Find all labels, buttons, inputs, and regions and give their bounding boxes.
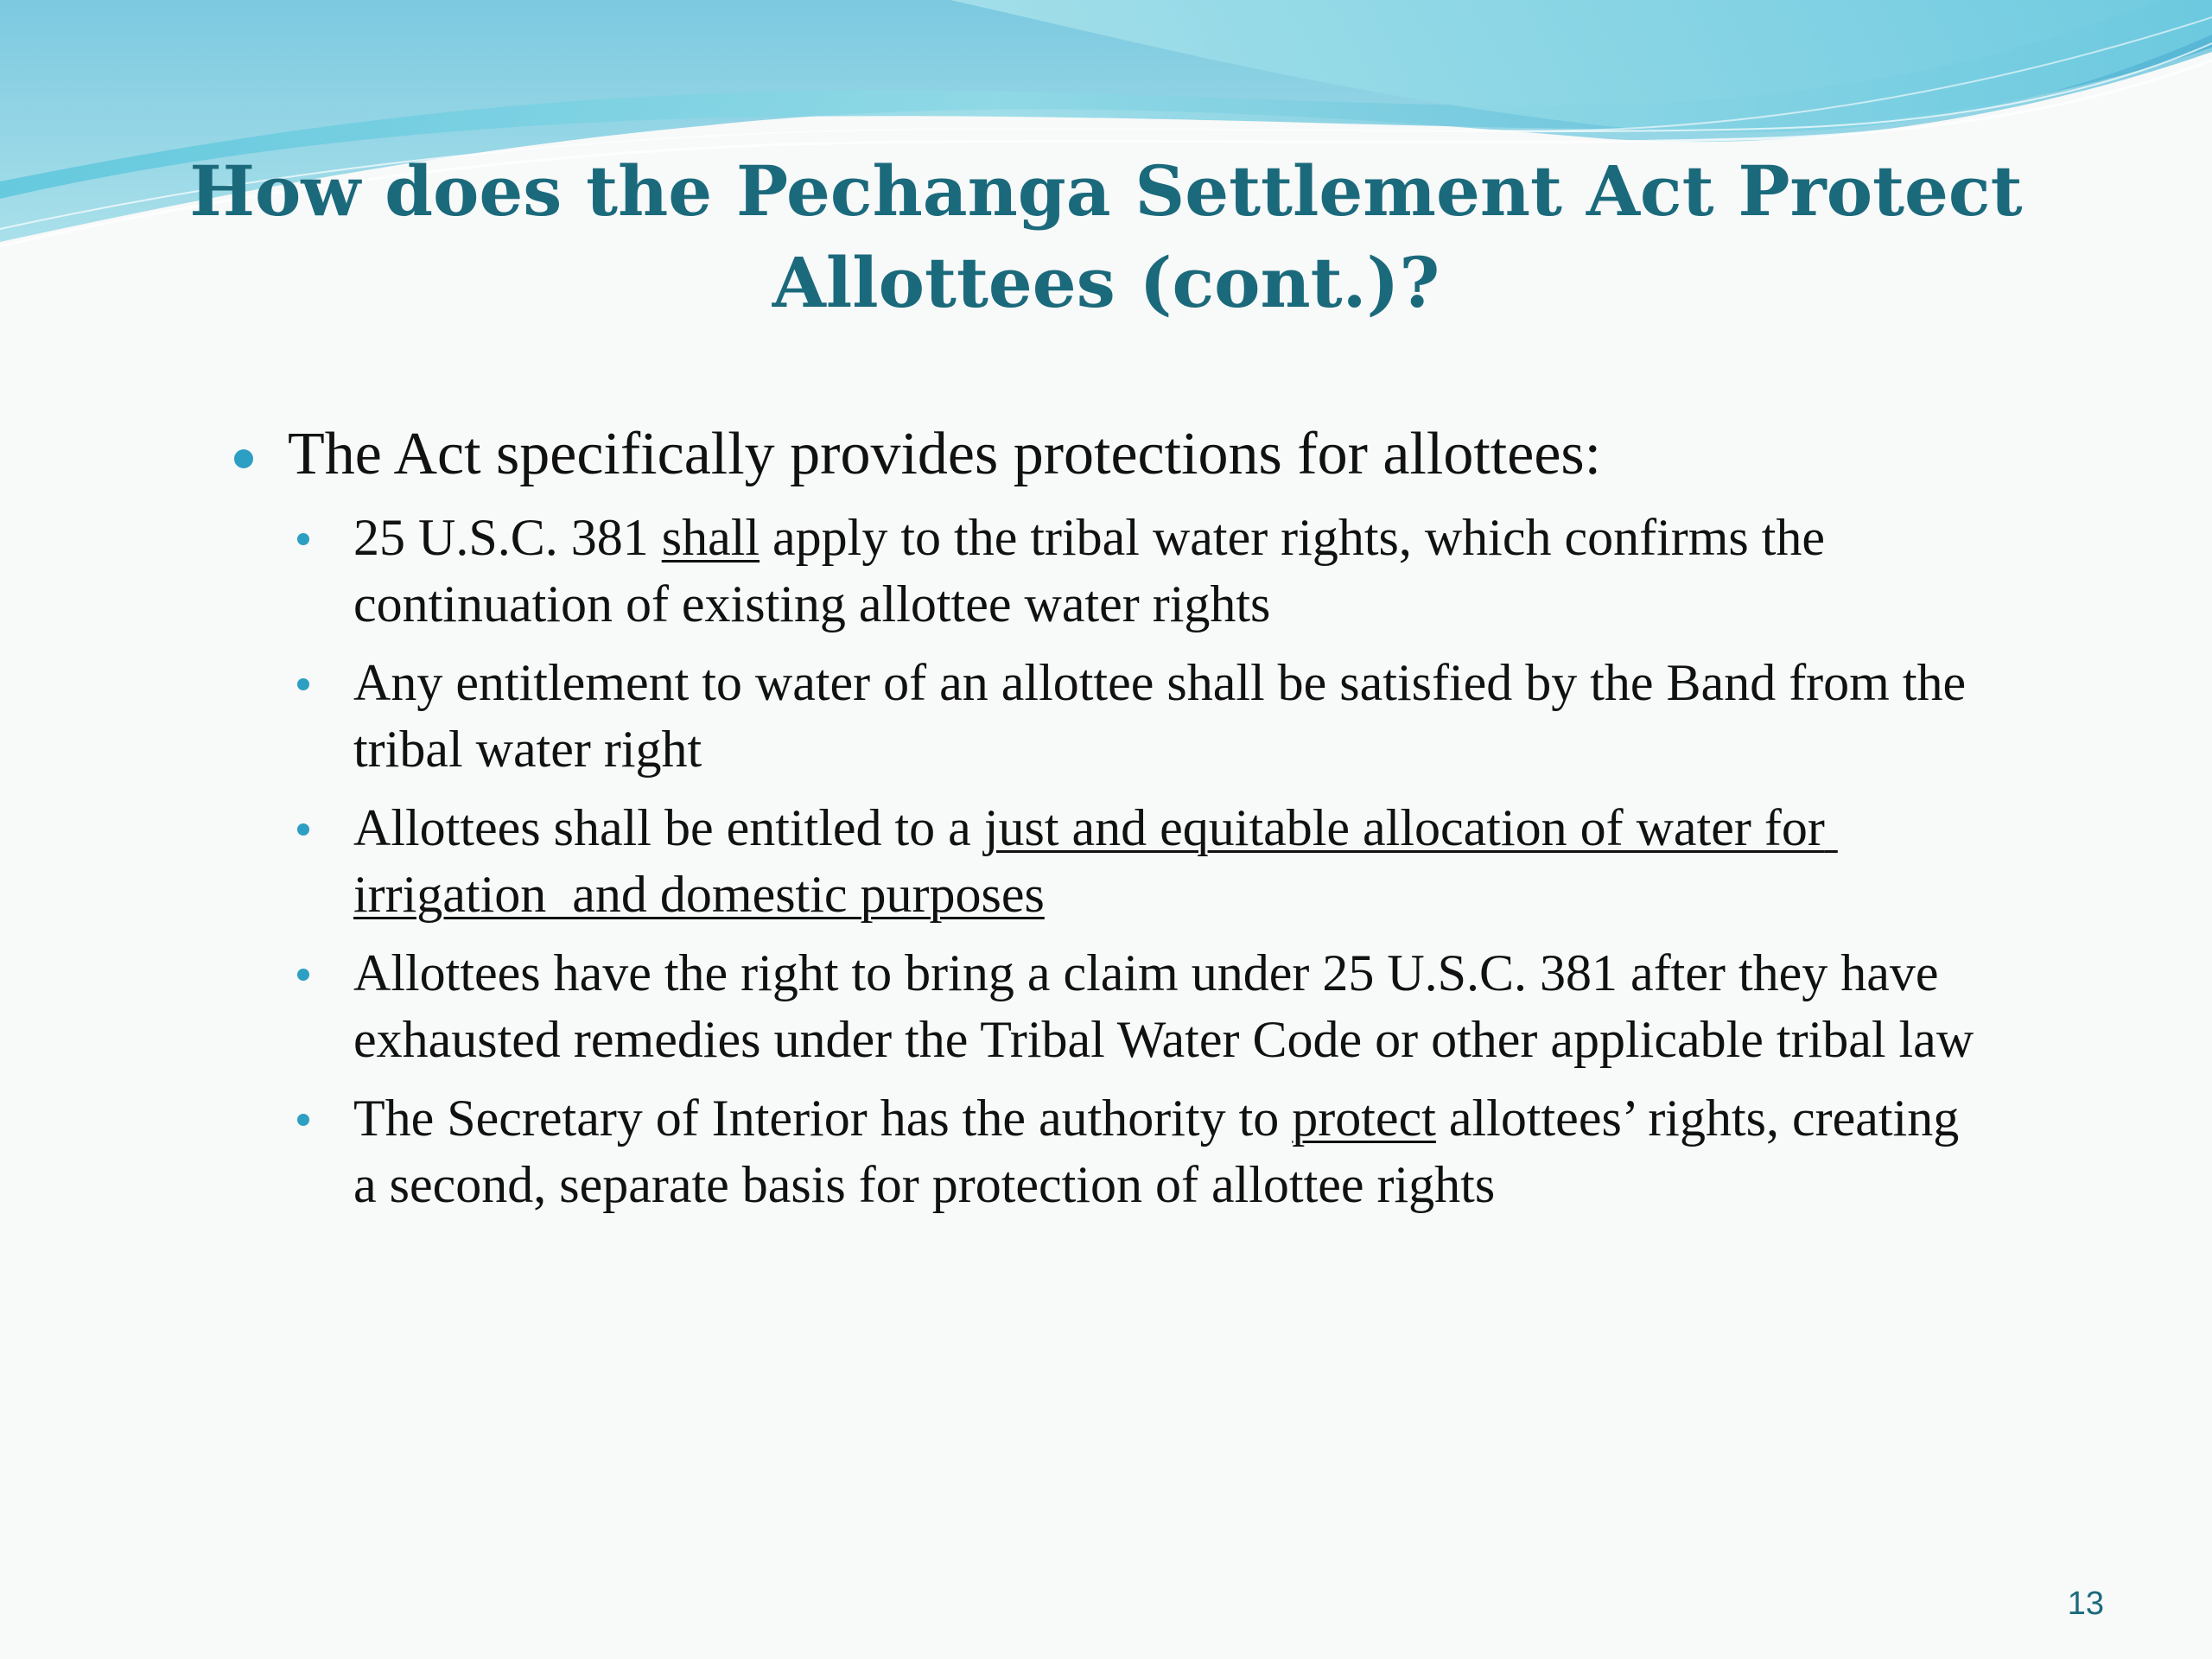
sub-bullet-3	[229, 795, 2044, 928]
sub-bullet-5-text-a: The Secretary of Interior has the authority to	[353, 1090, 1293, 1147]
sub-bullet-4-text: Allottees have the right to bring a claim under 25 U.S.C. 381 after they have exhausted remedies under the Tribal Water Code or other applicable tribal law	[353, 944, 1974, 1068]
slide-title	[173, 145, 2039, 328]
main-bullet-text: The Act specifically provides protections for allottees:	[288, 421, 1602, 487]
page-number: 13	[2067, 1586, 2104, 1622]
sub-bullet-3-text-a: Allottees shall be entitled to a	[353, 799, 984, 856]
sub-bullet-4	[229, 940, 2044, 1073]
bullet-dot-icon	[234, 449, 253, 468]
sub-bullet-list	[229, 505, 2044, 1218]
sub-bullet-5	[229, 1085, 2044, 1218]
sub-bullet-3-underlined: just and equitable allocation of water for irrigation and domestic purposes	[353, 799, 1838, 923]
sub-bullet-1-text-a: 25 U.S.C. 381	[353, 509, 662, 566]
bullet-dot-icon	[297, 823, 309, 836]
sub-bullet-5-text-b: allottees’ rights, creating a second, separate basis for protection of allottee rights	[353, 1090, 1960, 1213]
sub-bullet-5-underlined: protect	[1292, 1090, 1436, 1147]
bullet-dot-icon	[297, 678, 309, 690]
bullet-dot-icon	[297, 1114, 309, 1126]
main-bullet	[229, 415, 2044, 494]
slide-content	[229, 415, 2044, 1230]
sub-bullet-2-text: Any entitlement to water of an allottee shall be satisfied by the Band from the tribal water right	[353, 654, 1967, 778]
slide-title-line-1: How does the Pechanga Settlement Act Protect	[189, 150, 2023, 232]
sub-bullet-1	[229, 505, 2044, 638]
slide-title-line-2: Allottees (cont.)?	[772, 242, 1440, 323]
bullet-dot-icon	[297, 533, 309, 545]
sub-bullet-2	[229, 650, 2044, 783]
sub-bullet-1-underlined: shall	[661, 509, 760, 566]
sub-bullet-1-text-b: apply to the tribal water rights, which confirms the continuation of existing allottee water rights	[353, 509, 1826, 632]
bullet-dot-icon	[297, 969, 309, 981]
